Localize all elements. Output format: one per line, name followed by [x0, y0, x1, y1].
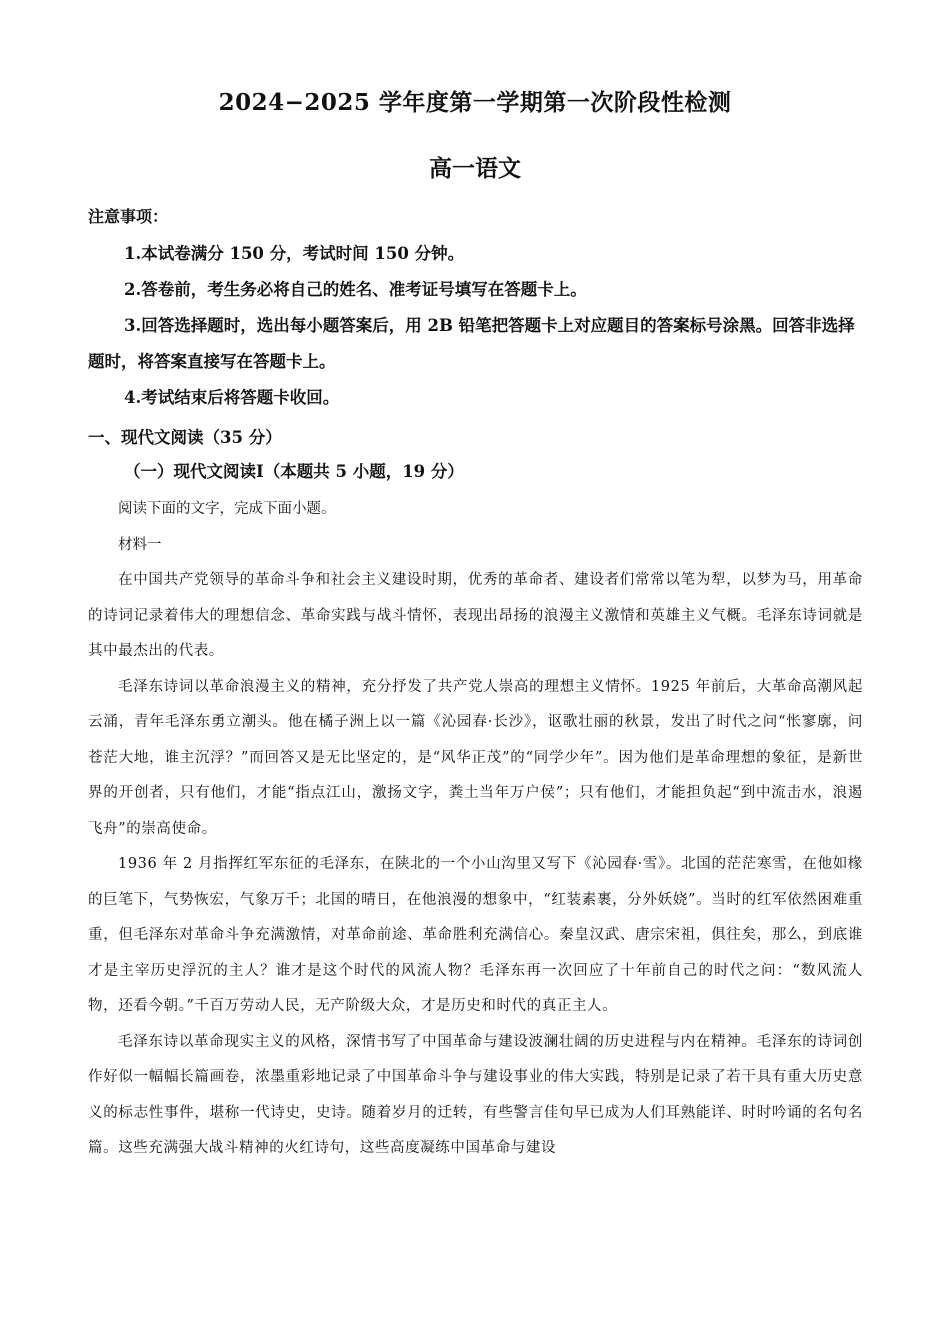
- paragraph: 毛泽东诗以革命现实主义的风格，深情书写了中国革命与建设波澜壮阔的历史进程与内在精神。毛泽东的诗词创作好似一幅幅长篇画卷，浓墨重彩地记录了中国革命斗争与建设事业的伟大实践，特别是记录了若干具有重大历史意义的标志性事件，堪称一代诗史，史诗。随着岁月的迁转，有些警言佳句早已成为人们耳熟能详、时时吟诵的名句名篇。这些充满强大战斗精神的火红诗句，这些高度凝练中国革命与建设: [88, 1033, 863, 1156]
- subsection-title: （一）现代文阅读Ⅰ（本题共 5 小题，19 分）: [124, 462, 464, 481]
- paragraph: 毛泽东诗词以革命浪漫主义的精神，充分抒发了共产党人崇高的理想主义情怀。1925 年前后，大革命高潮风起云涌，青年毛泽东勇立潮头。他在橘子洲上以一篇《沁园春·长沙》，讴歌壮丽的秋景，发出了时代之问“怅寥廓，问苍茫大地，谁主沉浮？”而回答又是无比坚定的，是“风华正茂”的“同学少年”。因为他们是革命理想的象征，是新世界的开创者，只有他们，才能“指点江山，激扬文字，粪土当年万户侯”；只有他们，才能担负起“到中流击水，浪遏飞舟”的崇高使命。: [88, 678, 863, 837]
- material-text: [88, 563, 863, 1167]
- section-title: 一、现代文阅读（35 分）: [88, 428, 282, 447]
- paragraph: 1936 年 2 月指挥红军东征的毛泽东，在陕北的一个小山沟里又写下《沁园春·雪》。北国的茫茫寒雪，在他如椽的巨笔下，气势恢宏，气象万千；北国的晴日，在他浪漫的想象中，“红装素裹，分外妖娆”。当时的红军依然困难重重，但毛泽东对革命斗争充满激情，对革命前途、革命胜利充满信心。秦皇汉武、唐宗宋祖，俱往矣，那么，到底谁才是主宰历史浮沉的主人？谁才是这个时代的风流人物？毛泽东再一次回应了十年前自己的时代之问：“数风流人物，还看今朝。”千百万劳动人民，无产阶级大众，才是历史和时代的真正主人。: [88, 856, 863, 1014]
- paragraph: 在中国共产党领导的革命斗争和社会主义建设时期，优秀的革命者、建设者们常常以笔为犁，以梦为马，用革命的诗词记录着伟大的理想信念、革命实践与战斗情怀，表现出昂扬的浪漫主义激情和英雄主义气概。毛泽东诗词就是其中最杰出的代表。: [88, 572, 863, 659]
- notice-item: 1.本试卷满分 150 分，考试时间 150 分钟。: [124, 244, 465, 263]
- exam-subject: 高一语文: [429, 155, 521, 182]
- material-label: 材料一: [118, 537, 162, 553]
- notice-heading: 注意事项：: [88, 207, 169, 226]
- notice-item: 2.答卷前，考生务必将自己的姓名、准考证号填写在答题卡上。: [124, 280, 587, 299]
- notice-list: [88, 236, 863, 416]
- exam-title: 2024−2025 学年度第一学期第一次阶段性检测: [218, 89, 732, 116]
- reading-instruction: 阅读下面的文字，完成下面小题。: [118, 501, 336, 517]
- notice-item: 4.考试结束后将答题卡收回。: [124, 388, 340, 407]
- notice-item: 3.回答选择题时，选出每小题答案后，用 2B 铅笔把答题卡上对应题目的答案标号涂黑。回答非选择题时，将答案直接写在答题卡上。: [88, 316, 855, 371]
